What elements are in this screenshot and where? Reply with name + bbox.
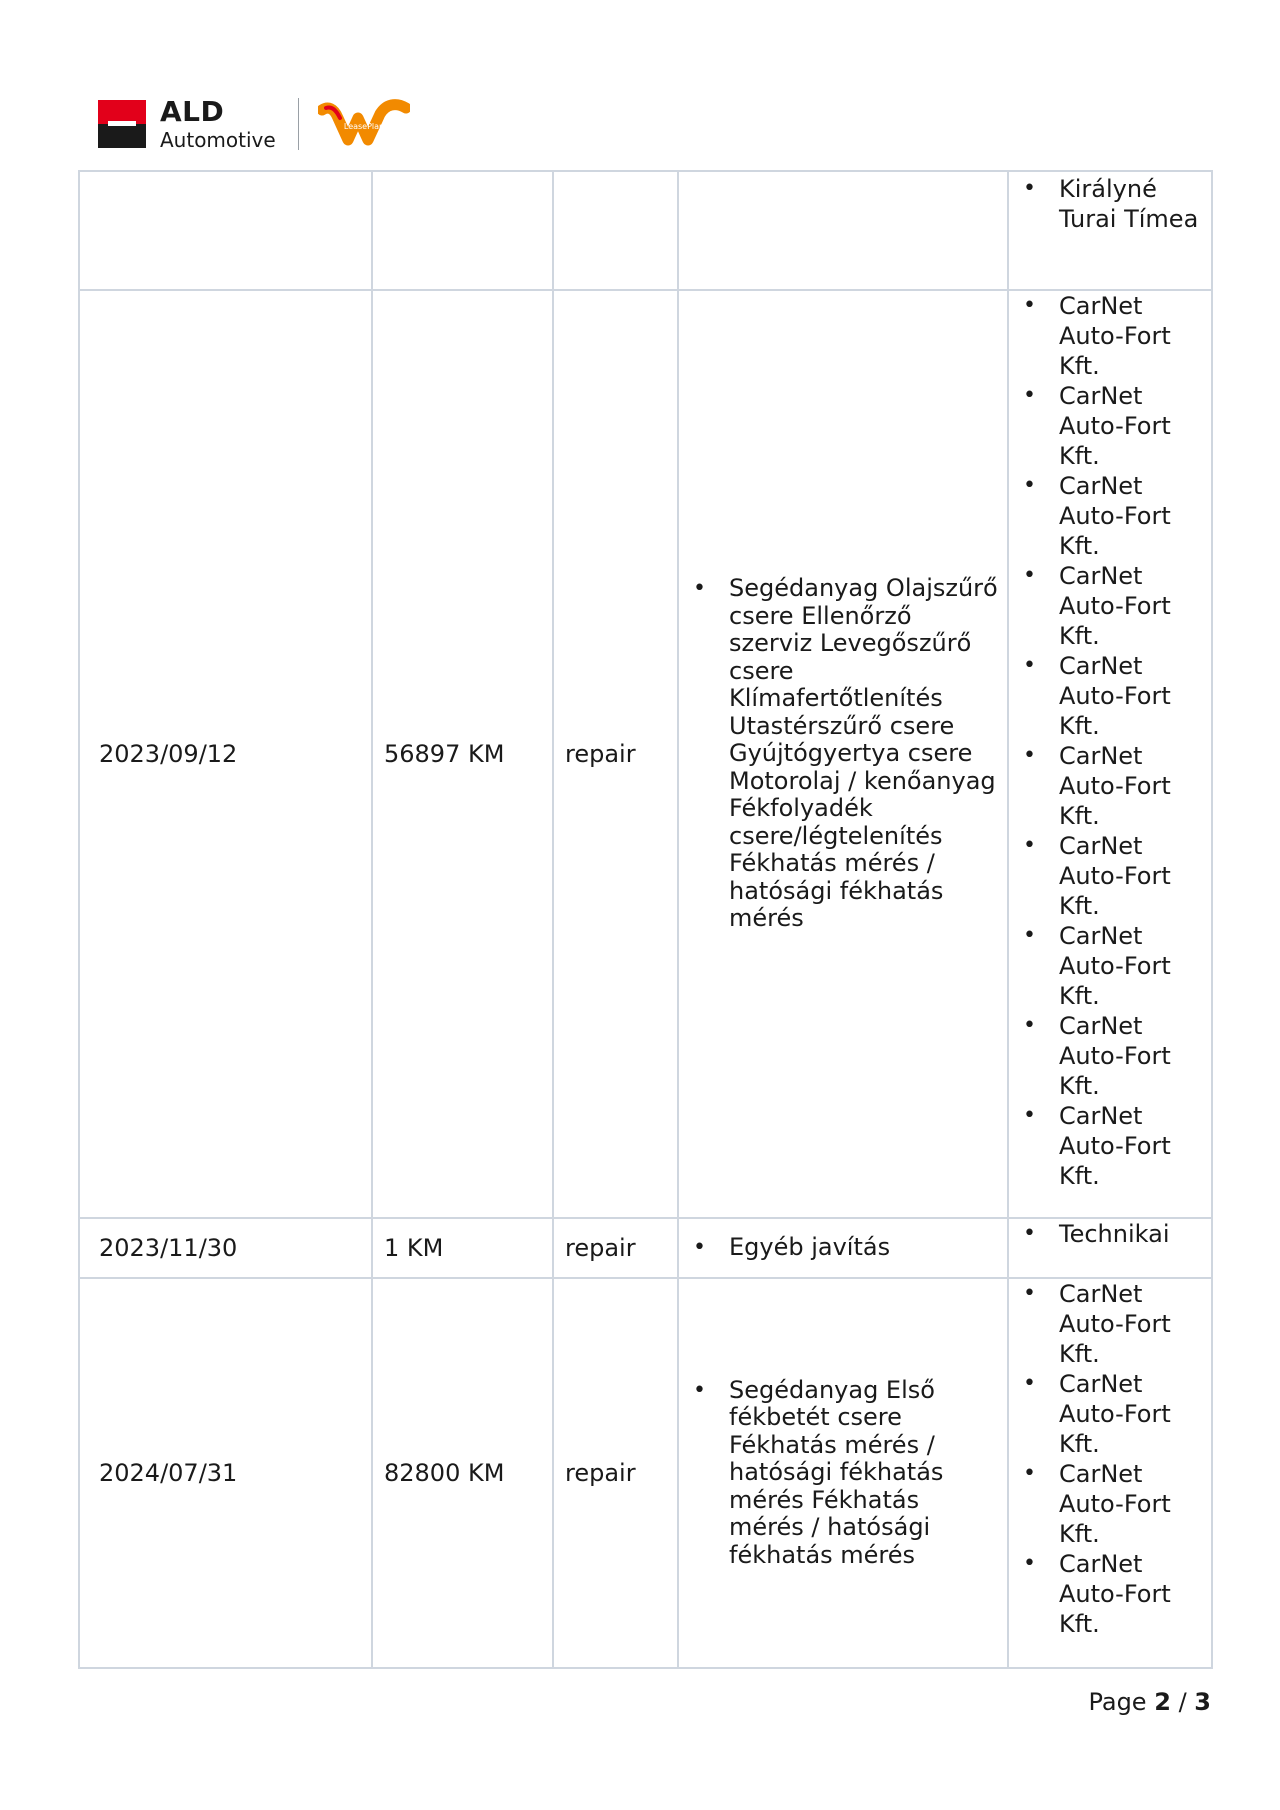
list-item: • CarNet Auto-Fort Kft. xyxy=(1021,1549,1205,1639)
current-page: 2 xyxy=(1154,1688,1171,1716)
list-item: • CarNet Auto-Fort Kft. xyxy=(1021,291,1205,381)
list-item: • CarNet Auto-Fort Kft. xyxy=(1021,561,1205,651)
type-cell: repair xyxy=(553,290,678,1218)
date-cell: 2023/11/30 xyxy=(79,1218,372,1278)
list-item: • CarNet Auto-Fort Kft. xyxy=(1021,1279,1205,1369)
table-row xyxy=(79,171,1212,290)
list-item: • Segédanyag Olajszűrő csere Ellenőrző szerviz Levegőszűrő csere Klímafertőtlenítés Utastérszűrő csere Gyújtógyertya csere Motorolaj / kenőanyag Fékfolyadék csere/légtelenítés Fékhatás mérés / hatósági fékhatás mérés xyxy=(691,575,999,933)
list-item: • Egyéb javítás xyxy=(691,1234,999,1262)
services-cell xyxy=(678,1278,1008,1668)
list-item: • CarNet Auto-Fort Kft. xyxy=(1021,1459,1205,1549)
list-item: • CarNet Auto-Fort Kft. xyxy=(1021,381,1205,471)
type-cell xyxy=(553,171,678,290)
vendors-cell xyxy=(1008,1278,1212,1668)
logo-divider xyxy=(298,98,299,150)
list-item: • CarNet Auto-Fort Kft. xyxy=(1021,1011,1205,1101)
services-cell xyxy=(678,171,1008,290)
km-cell: 1 KM xyxy=(372,1218,553,1278)
list-item: • Technikai xyxy=(1021,1219,1205,1249)
list-item: • Segédanyag Első fékbetét csere Fékhatás mérés / hatósági fékhatás mérés Fékhatás mérés / hatósági fékhatás mérés xyxy=(691,1377,999,1570)
leaseplan-logo-text: LeasePlan xyxy=(343,122,385,131)
vendors-cell xyxy=(1008,171,1212,290)
date-cell: 2023/09/12 xyxy=(79,290,372,1218)
list-item: • Királyné Turai Tímea xyxy=(1021,174,1205,234)
km-cell: 56897 KM xyxy=(372,290,553,1218)
date-cell: 2024/07/31 xyxy=(79,1278,372,1668)
list-item: • CarNet Auto-Fort Kft. xyxy=(1021,651,1205,741)
list-item: • CarNet Auto-Fort Kft. xyxy=(1021,921,1205,1011)
ald-logo-subtitle: Automotive xyxy=(160,128,276,152)
leaseplan-logo-icon xyxy=(318,96,410,152)
page-label: Page xyxy=(1088,1688,1147,1716)
page-number xyxy=(1088,1688,1211,1716)
type-cell: repair xyxy=(553,1218,678,1278)
type-cell: repair xyxy=(553,1278,678,1668)
km-cell: 82800 KM xyxy=(372,1278,553,1668)
ald-logo-name: ALD xyxy=(160,95,225,128)
table-row xyxy=(79,1278,1212,1668)
list-item: • CarNet Auto-Fort Kft. xyxy=(1021,1101,1205,1191)
km-cell xyxy=(372,171,553,290)
table-row xyxy=(79,290,1212,1218)
list-item: • CarNet Auto-Fort Kft. xyxy=(1021,471,1205,561)
list-item: • CarNet Auto-Fort Kft. xyxy=(1021,831,1205,921)
page-separator: / xyxy=(1178,1688,1187,1716)
page-header xyxy=(98,95,428,154)
list-item: • CarNet Auto-Fort Kft. xyxy=(1021,741,1205,831)
table-row xyxy=(79,1218,1212,1278)
vendors-cell xyxy=(1008,1218,1212,1278)
total-pages: 3 xyxy=(1194,1688,1211,1716)
vendors-cell xyxy=(1008,290,1212,1218)
date-cell xyxy=(79,171,372,290)
list-item: • CarNet Auto-Fort Kft. xyxy=(1021,1369,1205,1459)
ald-logo-icon xyxy=(98,100,146,148)
service-history-table xyxy=(78,170,1213,1669)
services-cell xyxy=(678,290,1008,1218)
services-cell xyxy=(678,1218,1008,1278)
